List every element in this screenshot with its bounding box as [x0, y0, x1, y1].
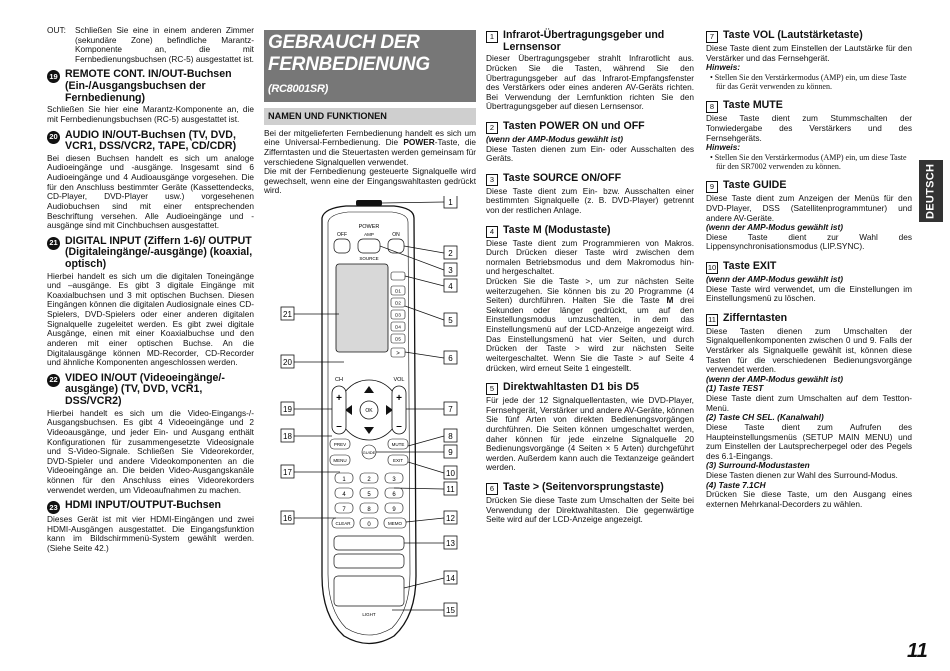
section-number: 4 [486, 226, 498, 238]
section-title: Taste VOL (Lautstärketaste) [723, 29, 863, 41]
section-note: (wenn der AMP-Modus gewählt ist) [706, 373, 844, 384]
section-body: Drücken Sie diese Taste zum Umschalten der Seite bei Verwendung der Direktwahltasten. Die gegenwärtige Seite wird auf der LCD-Anzeige angezeigt. [486, 495, 694, 525]
section-body: Diese Taste dient zum Anzeigen der Menüs für den DVD-Player, DSS (Satellitenprogrammtuner) und andere AV-Geräte. [706, 193, 912, 223]
section-3 [486, 173, 694, 216]
column-1 [47, 26, 254, 554]
memo-label: MEMO [388, 521, 402, 526]
out-label: OUT: [47, 25, 66, 35]
prev-button-label: PREV [333, 442, 347, 447]
digit-label: 2 [367, 477, 371, 483]
title-line-1: GEBRAUCH DER [268, 32, 420, 53]
section-body: Hierbei handelt es sich um die digitalen Toneingänge und –ausgänge. Es gibt 3 digitale Eingänge mit Koaxialbuchsen und 3 mit optischen Buchsen. Diesen Eingängen können die digitalen Audiosignale eines CD-Spielers, DVD-Spielers oder einer anderen digitalen Signalquelle zugeleitet werden. Es gibt zwei digitale Ausgänge, einen mit einer Koaxialbuchse und den anderen mit einer optischen Buchse. An die Digitalausgänge können MD-Recorder, CD-Recorder und ähnliche Komponenten angeschlossen werden. [47, 270, 254, 368]
section-22 [47, 373, 254, 495]
subitem-title-2: (2) Taste CH SEL. (Kanalwahl) [706, 412, 824, 423]
out-text: Schließen Sie eine in einem anderen Zimmer (sekundäre Zone) befindliche Marantz-Komponente an, die mit Fernbedienungsbuchsen (RC-5) ausgestattet ist. [75, 25, 254, 64]
callout-number: 13 [446, 539, 455, 548]
callout-number: 6 [448, 354, 453, 363]
direct-key-label: D2 [395, 300, 401, 306]
callout-number: 18 [283, 432, 292, 441]
guide-label: GUIDE [362, 450, 376, 455]
remote-body [322, 206, 416, 644]
section-title: Taste EXIT [723, 259, 777, 272]
section-title: Direktwahltasten D1 bis D5 [503, 381, 639, 394]
direct-key-label: D5 [395, 336, 401, 342]
section-1 [486, 30, 694, 112]
mute-button-label: MUTE [391, 442, 405, 447]
section-number: 3 [486, 174, 498, 186]
source-label: SOURCE [359, 256, 379, 261]
section-note: (wenn der AMP-Modus gewählt ist) [706, 222, 844, 233]
section-21 [47, 236, 254, 368]
hint-label: Hinweis: [706, 62, 741, 73]
section-11 [706, 313, 912, 510]
callout-number: 10 [446, 469, 455, 478]
section-number: 10 [707, 262, 717, 272]
out-paragraph [47, 26, 254, 64]
callout-number: 16 [283, 514, 292, 523]
callout-number: 8 [448, 432, 453, 441]
ok-label: OK [365, 408, 373, 414]
section-title: AUDIO IN/OUT-Buchsen (TV, DVD, VCR1, DSS/VCR2, TAPE, CD/CDR) [65, 128, 237, 153]
lcd-display [336, 264, 388, 352]
clear-label: CLEAR [335, 521, 351, 526]
callout-number: 1 [448, 198, 453, 207]
section-body-2: Drücken Sie die Taste >, um zur nächsten Seite weiterzugehen. Sie können bis zu 20 Programme (4 Seiten) durchführen. Halten Sie die Taste M drei Sekunden oder länger gedrückt, um auf den Einstellungsmodus umzuschalten, in dem das Einstellungsmenü auf der LCD-Anzeige angezeigt wird. Das Einstellungsmenü hat vier Seiten, und durch Drücken der Taste > wird zur nächsten Seite weitergeschaltet. Wenn Sie die Taste > auf Seite 4 drücken, wird erneut Seite 1 eingestellt. [486, 276, 694, 373]
section-number: 2 [486, 122, 498, 134]
section-body: Hierbei handelt es sich um die Video-Eingangs-/-Ausgangsbuchsen. Es gibt 4 Videoeingänge und 2 Videoausgänge, und jeder Ein- und Ausgang enthält Konfigurationen für zusammengesetzte Videosignale und S-Video-Signale. Schließen Sie Videorekorder, DVD-Spieler und andere Videokomponenten an die Videoeingänge an. Die beiden Video-Ausgangskanäle können für den Anschluss eines Videorekorders verwendet werden, um Videoaufnahmen zu machen. [47, 407, 254, 495]
intro-paragraph-2: Die mit der Fernbedienung gesteuerte Signalquelle wird gewechselt, wenn eine der Eingangswahltasten gedrückt wird. [264, 166, 476, 196]
section-10 [706, 261, 912, 304]
section-number: 5 [486, 383, 498, 395]
section-title: HDMI INPUT/OUTPUT-Buchsen [65, 499, 221, 512]
callout-number: 17 [283, 468, 292, 477]
light-label: LIGHT [362, 612, 376, 617]
callout-number: 2 [448, 249, 453, 258]
source-keys[interactable] [334, 576, 404, 606]
section-body: Diese Taste dient zum Programmieren von Makros. Durch Drücken dieser Taste wird zwischen dem normalen Betriebsmodus und dem Makromodus hin- und hergeschaltet. [486, 237, 694, 277]
section-number: 21 [47, 237, 60, 250]
section-number: 9 [706, 181, 718, 193]
section-title: Taste > (Seitenvorsprungstaste) [503, 481, 664, 493]
callout-number: 5 [448, 316, 453, 325]
callout-number: 9 [448, 448, 453, 457]
digit-label: 3 [392, 477, 396, 483]
digit-label: 5 [367, 492, 371, 498]
section-23 [47, 500, 254, 553]
ch-plus: + [336, 393, 342, 404]
section-19 [47, 69, 254, 124]
direct-key-label: D3 [395, 312, 401, 318]
subitem-body-1: Diese Taste dient zum Umschalten auf dem Testton-Menü. [706, 393, 912, 413]
intro-paragraph: Bei der mitgelieferten Fernbedienung handelt es sich um eine Universal-Fernbedienung. Die POWER-Taste, die Zifferntasten und die Steuertasten werden gemeinsam für verschiedene Signalquellen verwendet. [264, 127, 476, 167]
subitem-body-2: Diese Taste dient zum Aufrufen des Haupteinstellungsmenüs (SETUP MAIN MENU) und zum Einstellen der Lautsprecherpegel oder des Pegels des 6.1-Eingangs. [706, 421, 912, 461]
direct-key-label: D4 [395, 324, 401, 330]
language-tab: DEUTSCH [919, 160, 943, 222]
m-key[interactable] [391, 272, 405, 280]
section-title: Taste GUIDE [723, 179, 787, 192]
power-off-button[interactable] [334, 239, 350, 253]
section-title: Zifferntasten [723, 311, 788, 324]
column-2 [264, 30, 476, 196]
direct-key-label: D1 [395, 288, 401, 294]
section-body: Dieser Übertragungsgeber strahlt Infrarotlicht aus. Drücken Sie die Tasten, während Sie den Übertragungsgeber auf das Infrarot-Empfangsfenster des Verstärkers oder eines anderen AV-Geräts richten. Bei Verwendung der Lernfunktion richten Sie den Übertragungsgeber auf diesen Lernsensor. [486, 53, 694, 112]
section-number: 20 [47, 131, 60, 144]
sub-banner: NAMEN UND FUNKTIONEN [264, 108, 476, 125]
section-title: DIGITAL INPUT (Ziffern 1-6)/ OUTPUT (Digitaleingänge/-ausgänge) (koaxial, optisch) [65, 234, 253, 271]
callout-number: 11 [446, 485, 455, 494]
on-label: ON [392, 232, 400, 238]
section-number: 19 [47, 70, 60, 83]
section-body: Schließen Sie hier eine Marantz-Komponente an, die mit Fernbedienungsbuchsen (RC-5) ausgestattet ist. [47, 104, 254, 124]
section-8 [706, 100, 912, 171]
section-body: Bei diesen Buchsen handelt es sich um analoge Audioeingänge und -ausgänge. Insgesamt sind 6 Audioeingänge und 4 Audioausgänge vorgesehen. Die für den Anschluss bestimmter Geräte (Kassettendecks, CD-Player, DVD-Player usw.) vorgesehenen Audiobuchsen sind mit einer entsprechenden Beschriftung versehen. Alle Audioeingänge und -ausgänge sind mit Cinchbuchsen ausgestattet. [47, 152, 254, 231]
section-number: 11 [706, 314, 718, 326]
transport-row[interactable] [334, 536, 404, 550]
section-title: Taste M (Modustaste) [503, 223, 611, 236]
section-9 [706, 180, 912, 252]
section-title: Taste MUTE [723, 99, 783, 112]
section-body: Dieses Gerät ist mit vier HDMI-Eingängen und zwei HDMI-Ausgängen ausgestattet. Die Eingangsfunktion kann im Bildschirmmenü-System gewählt werden. (Siehe Seite 42.) [47, 514, 254, 553]
section-number: 22 [47, 374, 60, 387]
vol-plus: + [396, 393, 402, 404]
callout-number: 12 [446, 514, 455, 523]
subitem-body-4: Drücken Sie diese Taste, um den Ausgang eines externen Mehrkanal-Decorders zu wählen. [706, 489, 912, 509]
section-20 [47, 130, 254, 231]
source-button[interactable] [358, 239, 380, 253]
section-title: Infrarot-Übertragungsgeber und Lernsensor [503, 29, 665, 53]
digit-label: 9 [392, 507, 396, 513]
section-body: Diese Taste wird verwendet, um die Einstellungen im Einstellungsmenü zu löschen. [706, 283, 912, 304]
callout-number: 14 [446, 574, 455, 583]
title-model: (RC8001SR) [268, 83, 328, 95]
callout-number: 15 [446, 606, 455, 615]
amp-label: AMP [364, 232, 374, 237]
transport-row-2[interactable] [334, 554, 404, 568]
section-5 [486, 382, 694, 473]
digit-label: 7 [342, 507, 346, 513]
section-4 [486, 225, 694, 374]
column-3 [486, 30, 694, 525]
callout-number: 7 [448, 405, 453, 414]
column-4 [706, 30, 912, 509]
digit-label: 6 [392, 492, 396, 498]
section-note: (wenn der AMP-Modus gewählt ist) [486, 133, 624, 144]
subitem-body-3: Diese Tasten dienen zur Wahl des Surround-Modus. [706, 469, 898, 480]
page-number: 11 [907, 640, 928, 662]
ir-emitter [356, 200, 382, 206]
section-body: Diese Taste dient zum Einstellen der Lautstärke für den Verstärker und das Fernsehgerät. [706, 43, 912, 63]
section-number: 7 [706, 31, 718, 43]
callout-number: 21 [283, 310, 292, 319]
callout-number: 20 [283, 358, 292, 367]
section-body: Diese Tasten dienen zum Ein- oder Ausschalten des Geräts. [486, 143, 694, 164]
digit-label: 4 [342, 492, 346, 498]
page-title [264, 30, 476, 102]
power-label: POWER [358, 224, 380, 230]
ch-label: CH [335, 377, 343, 383]
hint-bullet: • Stellen Sie den Verstärkermodus (AMP) ein, um diese Taste für das Gerät verwenden zu können. [710, 72, 907, 92]
section-note: (wenn der AMP-Modus gewählt ist) [706, 273, 844, 284]
callout-number: 4 [448, 282, 453, 291]
section-body-2: Diese Taste dient zur Wahl des Lippensynchronisationsmodus (LIP.SYNC). [706, 231, 912, 252]
digit-label: 0 [367, 522, 371, 528]
callout-number: 19 [283, 405, 292, 414]
section-7 [706, 30, 912, 91]
title-line-2: FERNBEDIENUNG [268, 54, 430, 75]
section-body: Für jede der 12 Signalquellentasten, wie DVD-Player, Fernsehgerät, Verstärker und andere AV-Geräte, können Sie fünf Arten von direkten Bedienungsvorgängen durchführen. Die Seiten können umgeschaltet werden, daher können für jede einzelne Signalquelle 20 Bedienungsvorgänge (4 Seiten × 5 Arten) durchgeführt werden. Außerdem kann auch die Textanzeige geändert werden. [486, 395, 694, 473]
vol-label: VOL [393, 377, 405, 383]
hint-label: Hinweis: [706, 142, 741, 153]
remote-control-illustration [264, 196, 476, 656]
hint-bullet: • Stellen Sie den Verstärkermodus (AMP) ein, um diese Taste für den SR7002 verwenden zu können. [710, 152, 907, 172]
section-title: VIDEO IN/OUT (Videoeingänge/-ausgänge) (TV, DVD, VCR1, DSS/VCR2) [65, 371, 225, 408]
exit-button-label: EXIT [392, 458, 404, 463]
off-label: OFF [337, 232, 347, 238]
subitem-title-3: (3) Surround-Modustasten [706, 460, 810, 471]
section-number: 1 [486, 31, 498, 43]
ch-minus: – [336, 421, 342, 432]
section-title: Taste SOURCE ON/OFF [503, 171, 622, 184]
page-skip-label: > [396, 351, 400, 357]
menu-button-label: MENU [333, 458, 347, 463]
section-body: Diese Tasten dienen zum Umschalten der Signalquellenkomponenten zwischen 0 und 9. Falls der Verstärker als Signalquelle gewählt ist, können diese Tasten für die verschiedenen Bedienungsvorgänge verwendet werden. [706, 325, 912, 375]
section-number: 8 [706, 101, 718, 113]
section-body: Diese Taste dient zum Stummschalten der Tonwiedergabe des Verstärkers und des Fernsehgeräts. [706, 113, 912, 143]
digit-label: 8 [367, 507, 371, 513]
vol-minus: – [396, 421, 402, 432]
section-title: REMOTE CONT. IN/OUT-Buchsen (Ein-/Ausgangsbuchsen der Fernbedienung) [65, 68, 232, 104]
digit-label: 1 [342, 477, 346, 483]
section-2 [486, 121, 694, 164]
section-title: Tasten POWER ON und OFF [503, 119, 645, 132]
section-body: Diese Taste dient zum Ein- bzw. Ausschalten einer bestimmten Signalquelle (z. B. DVD-Player) getrennt von der restlichen Anlage. [486, 185, 694, 215]
callout-number: 3 [448, 266, 453, 275]
subitem-title-1: (1) Taste TEST [706, 383, 764, 394]
section-number: 6 [486, 483, 498, 495]
power-on-button[interactable] [388, 239, 404, 253]
section-number: 23 [47, 501, 60, 514]
subitem-title-4: (4) Taste 7.1CH [706, 479, 766, 490]
section-6 [486, 482, 694, 525]
